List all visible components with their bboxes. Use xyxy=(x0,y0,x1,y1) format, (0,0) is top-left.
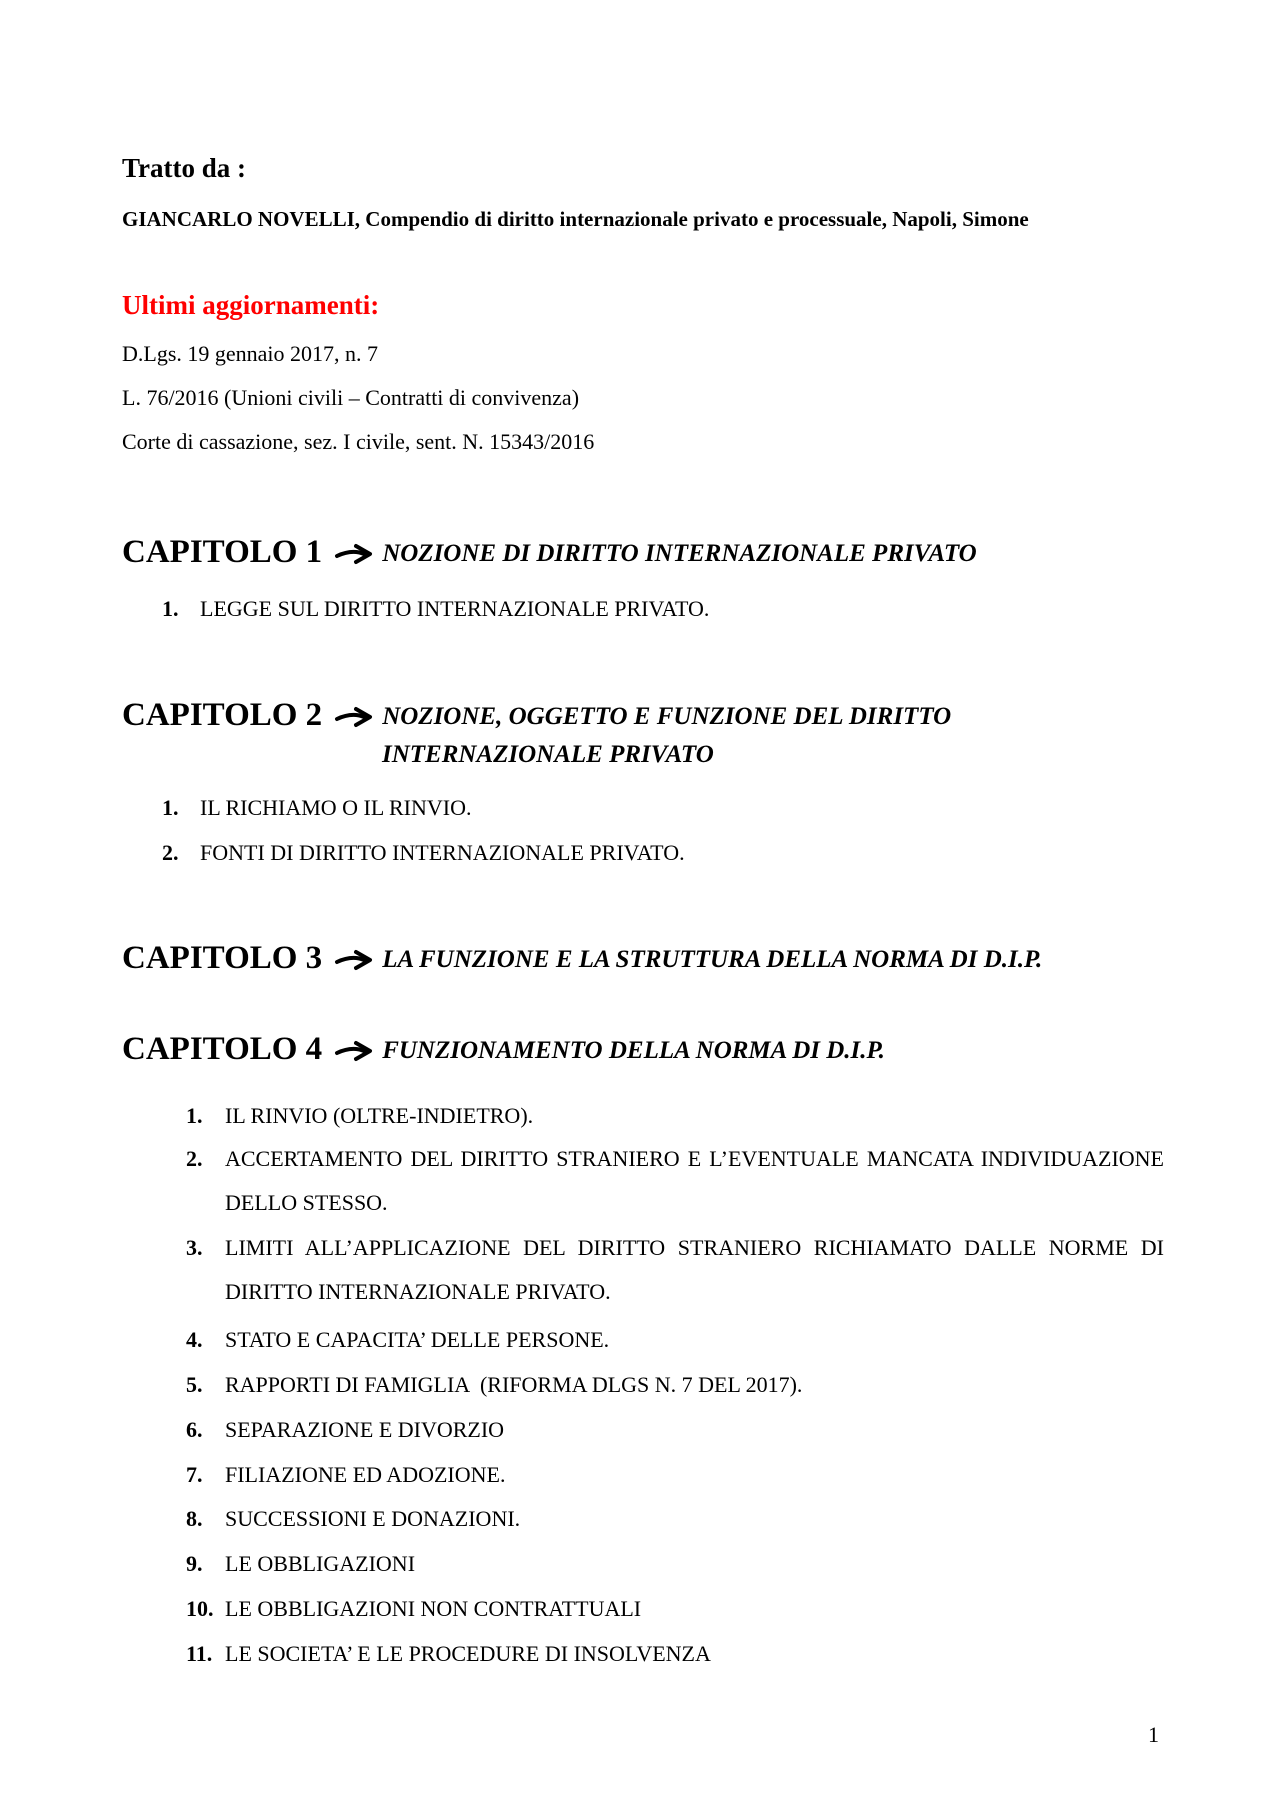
list-item xyxy=(162,596,709,622)
item-number: 6. xyxy=(186,1417,203,1442)
list-item xyxy=(186,1327,609,1353)
list-item xyxy=(186,1462,505,1488)
item-text: LIMITI ALL’APPLICAZIONE DEL DIRITTO STRANIERO RICHIAMATO DALLE NORME DI DIRITTO INTERNAZIONALE PRIVATO. xyxy=(225,1235,1164,1304)
arrow-right-icon xyxy=(334,706,378,728)
list-item xyxy=(162,840,685,866)
item-number: 1. xyxy=(162,596,179,621)
item-number: 4. xyxy=(186,1327,203,1352)
item-number: 1. xyxy=(186,1103,203,1128)
update-item: L. 76/2016 (Unioni civili – Contratti di convivenza) xyxy=(122,385,580,410)
item-number: 9. xyxy=(186,1551,203,1576)
item-text: LE OBBLIGAZIONI NON CONTRATTUALI xyxy=(225,1596,642,1621)
item-text: LE SOCIETA’ E LE PROCEDURE DI INSOLVENZA xyxy=(225,1641,711,1666)
item-number: 1. xyxy=(162,795,179,820)
item-number: 5. xyxy=(186,1372,203,1397)
list-item xyxy=(186,1137,1164,1225)
list-item xyxy=(186,1641,711,1667)
list-item xyxy=(186,1226,1164,1314)
chapter-heading xyxy=(122,1031,885,1068)
item-number: 10. xyxy=(186,1596,214,1621)
chapter-heading xyxy=(122,697,951,734)
chapter-title-continuation: INTERNAZIONALE PRIVATO xyxy=(382,741,714,768)
item-text: LEGGE SUL DIRITTO INTERNAZIONALE PRIVATO. xyxy=(200,596,710,621)
item-number: 2. xyxy=(162,840,179,865)
list-item xyxy=(186,1551,415,1577)
page-number: 1 xyxy=(1148,1722,1159,1747)
list-item xyxy=(186,1417,504,1443)
item-text: STATO E CAPACITA’ DELLE PERSONE. xyxy=(225,1327,610,1352)
item-number: 11. xyxy=(186,1641,213,1666)
update-item: D.Lgs. 19 gennaio 2017, n. 7 xyxy=(122,341,379,366)
arrow-right-icon xyxy=(334,1040,378,1062)
item-text: SUCCESSIONI E DONAZIONI. xyxy=(225,1506,521,1531)
list-item xyxy=(186,1596,641,1622)
item-text: LE OBBLIGAZIONI xyxy=(225,1551,416,1576)
updates-heading: Ultimi aggiornamenti: xyxy=(122,290,380,320)
chapter-title: NOZIONE, OGGETTO E FUNZIONE DEL DIRITTO xyxy=(382,703,952,731)
tratto-da-heading: Tratto da : xyxy=(122,153,246,183)
arrow-right-icon xyxy=(334,949,378,971)
source-reference: GIANCARLO NOVELLI, Compendio di diritto internazionale privato e processuale, Napoli, Simone xyxy=(122,207,1029,231)
chapter-label: CAPITOLO 2 xyxy=(122,697,323,733)
item-text: FILIAZIONE ED ADOZIONE. xyxy=(225,1462,506,1487)
item-text: RAPPORTI DI FAMIGLIA (RIFORMA DLGS N. 7 DEL 2017). xyxy=(225,1372,803,1397)
chapter-label: CAPITOLO 3 xyxy=(122,940,323,976)
list-item xyxy=(186,1372,802,1398)
chapter-title: LA FUNZIONE E LA STRUTTURA DELLA NORMA DI D.I.P. xyxy=(382,946,1043,974)
item-number: 8. xyxy=(186,1506,203,1531)
item-text: IL RICHIAMO O IL RINVIO. xyxy=(200,795,472,820)
chapter-label: CAPITOLO 1 xyxy=(122,534,323,570)
item-number: 2. xyxy=(186,1146,203,1171)
chapter-heading xyxy=(122,534,977,571)
item-text: SEPARAZIONE E DIVORZIO xyxy=(225,1417,505,1442)
list-item xyxy=(186,1103,533,1129)
update-item: Corte di cassazione, sez. I civile, sent. N. 15343/2016 xyxy=(122,429,595,454)
list-item xyxy=(162,795,472,821)
list-item xyxy=(186,1506,520,1532)
item-text: FONTI DI DIRITTO INTERNAZIONALE PRIVATO. xyxy=(200,840,685,865)
chapter-title: NOZIONE DI DIRITTO INTERNAZIONALE PRIVATO xyxy=(382,540,977,568)
chapter-label: CAPITOLO 4 xyxy=(122,1031,323,1067)
chapter-heading xyxy=(122,940,1042,977)
item-text: IL RINVIO (OLTRE-INDIETRO). xyxy=(225,1103,534,1128)
item-number: 3. xyxy=(186,1235,203,1260)
chapter-title: FUNZIONAMENTO DELLA NORMA DI D.I.P. xyxy=(382,1037,885,1065)
item-text: ACCERTAMENTO DEL DIRITTO STRANIERO E L’EVENTUALE MANCATA INDIVIDUAZIONE DELLO STESSO. xyxy=(225,1146,1164,1215)
item-number: 7. xyxy=(186,1462,203,1487)
arrow-right-icon xyxy=(334,543,378,565)
